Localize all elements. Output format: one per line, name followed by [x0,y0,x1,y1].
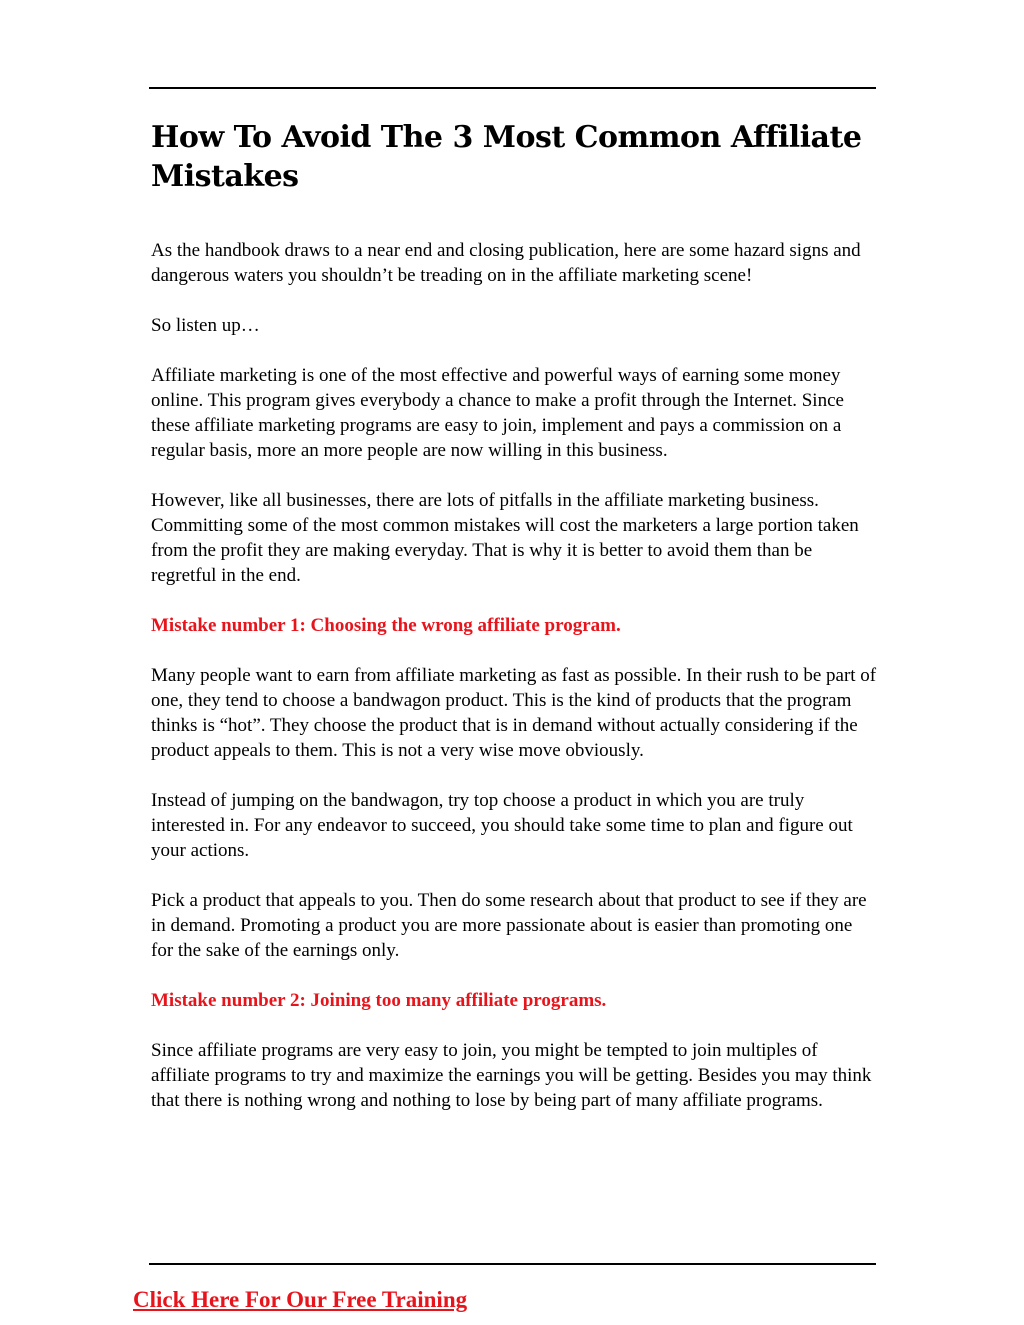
intro-paragraph: As the handbook draws to a near end and closing publication, here are some hazard signs and dangerous waters you shouldn’t be treading on in the affiliate marketing scene! [151,240,861,286]
body-paragraph: However, like all businesses, there are lots of pitfalls in the affiliate marketing business. Committing some of the most common mistakes will cost the marketers a large portion taken from the profit they are making everyday. That is why it is better to avoid them than be regretful in the end. [151,490,859,586]
mistake-2-heading: Mistake number 2: Joining too many affiliate programs. [151,990,607,1011]
page-title: How To Avoid The 3 Most Common Affiliate Mistakes [151,120,862,194]
body-paragraph: Pick a product that appeals to you. Then do some research about that product to see if they are in demand. Promoting a product you are more passionate about is easier than promoting one for the sake of the earnings only. [151,890,867,961]
body-paragraph: Affiliate marketing is one of the most effective and powerful ways of earning some money online. This program gives everybody a chance to make a profit through the Internet. Since these affiliate marketing programs are easy to join, implement and pays a commission on a regular basis, more an more people are now willing in this business. [151,365,844,461]
listen-up-paragraph: So listen up… [151,315,260,336]
body-paragraph: Since affiliate programs are very easy to join, you might be tempted to join multiples of affiliate programs to try and maximize the earnings you will be getting. Besides you may think that there is nothing wrong and nothing to lose by being part of many affiliate programs. [151,1040,872,1111]
body-paragraph: Many people want to earn from affiliate marketing as fast as possible. In their rush to be part of one, they tend to choose a bandwagon product. This is the kind of products that the program thinks is “hot”. They choose the product that is in demand without actually considering if the product appeals to them. This is not a very wise move obviously. [151,665,877,761]
top-divider [149,87,876,89]
document-body [151,118,877,1138]
mistake-1-heading: Mistake number 1: Choosing the wrong affiliate program. [151,615,621,636]
body-paragraph: Instead of jumping on the bandwagon, try top choose a product in which you are truly interested in. For any endeavor to succeed, you should take some time to plan and figure out your actions. [151,790,853,861]
bottom-divider [149,1263,876,1265]
free-training-link[interactable]: Click Here For Our Free Training [133,1287,468,1312]
